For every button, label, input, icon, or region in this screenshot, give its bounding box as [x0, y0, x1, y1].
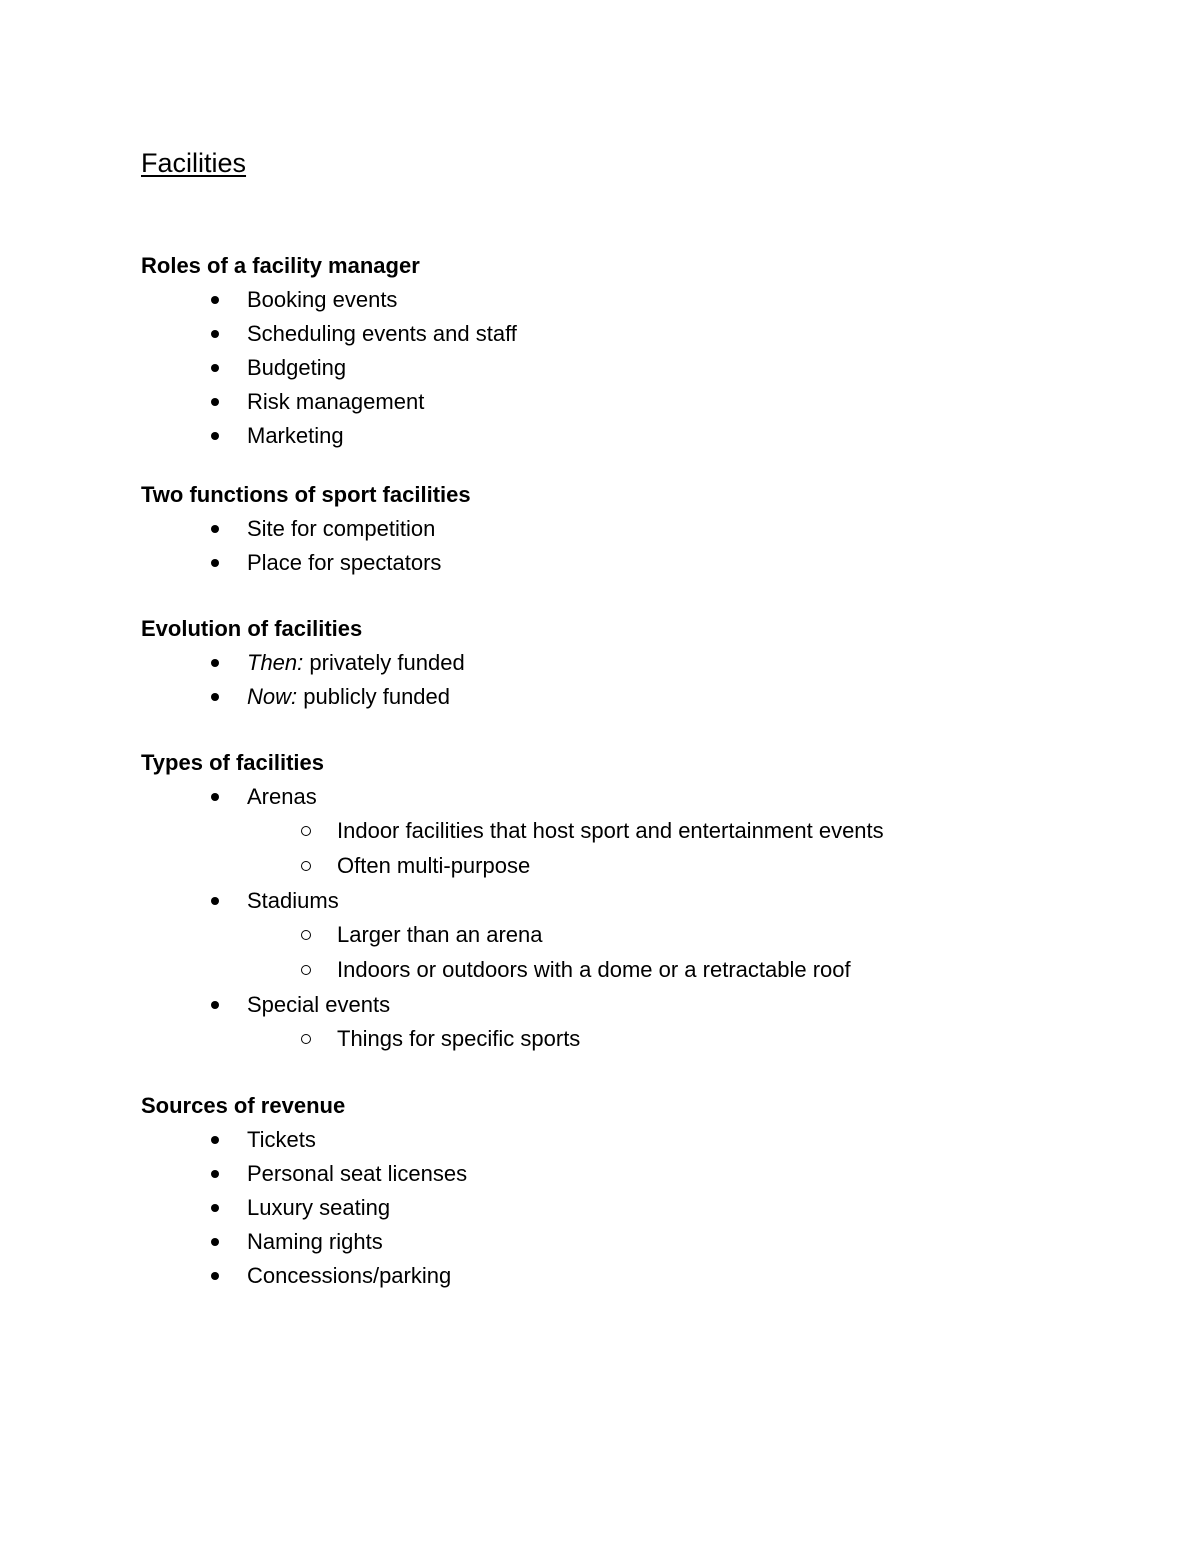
list-item-text: Booking events: [247, 287, 398, 312]
sub-list-item: [141, 814, 884, 849]
section-heading: Sources of revenue: [141, 1093, 346, 1118]
list-item-text: Stadiums: [247, 888, 339, 913]
list-item-text: Arenas: [247, 784, 317, 809]
circle-bullet-icon: [301, 861, 311, 871]
document-title: Facilities: [141, 148, 247, 178]
bullet-icon: [211, 432, 219, 440]
circle-bullet-icon: [301, 826, 311, 836]
list-item-text: Luxury seating: [247, 1195, 391, 1220]
bullet-icon: [211, 1136, 219, 1144]
sub-list-item-text: Things for specific sports: [337, 1026, 581, 1051]
list-item: [141, 1259, 467, 1293]
bullet-icon: [211, 330, 219, 338]
list-item-text: Special events: [247, 992, 391, 1017]
section-types: [141, 746, 884, 1057]
sub-list-item-text: Larger than an arena: [337, 922, 543, 947]
circle-bullet-icon: [301, 930, 311, 940]
bullet-icon: [211, 364, 219, 372]
bullet-icon: [211, 1170, 219, 1178]
list-item: [141, 988, 884, 1022]
list-item-text: Budgeting: [247, 355, 347, 380]
list-item: [141, 512, 471, 546]
section-heading: Roles of a facility manager: [141, 253, 420, 278]
bullet-icon: [211, 525, 219, 533]
list-item-emphasis: Now:: [247, 684, 298, 709]
sub-list-item-text: Indoors or outdoors with a dome or a retractable roof: [337, 957, 851, 982]
bullet-icon: [211, 1001, 219, 1009]
list-item: [141, 1157, 467, 1191]
sub-list-item-text: Often multi-purpose: [337, 853, 531, 878]
sub-list-item-text: Indoor facilities that host sport and entertainment events: [337, 818, 884, 843]
section-evolution: [141, 612, 465, 714]
list-item-text: Concessions/parking: [247, 1263, 452, 1288]
list-item: [141, 317, 517, 351]
circle-bullet-icon: [301, 965, 311, 975]
list-item: [141, 680, 465, 714]
circle-bullet-icon: [301, 1034, 311, 1044]
list-item-text: Marketing: [247, 423, 344, 448]
bullet-icon: [211, 897, 219, 905]
list-item: [141, 351, 517, 385]
sub-list-item: [141, 1022, 884, 1057]
list-item-emphasis: Then:: [247, 650, 304, 675]
list-item-text: Site for competition: [247, 516, 436, 541]
list-item: [141, 1191, 467, 1225]
bullet-icon: [211, 559, 219, 567]
bullet-icon: [211, 693, 219, 701]
list-item-text: publicly funded: [297, 684, 451, 709]
bullet-icon: [211, 398, 219, 406]
bullet-icon: [211, 659, 219, 667]
sub-list-item: [141, 918, 884, 953]
sub-list-item: [141, 953, 884, 988]
list-item: [141, 546, 471, 580]
list-item: [141, 1225, 467, 1259]
bullet-icon: [211, 1238, 219, 1246]
list-item: [141, 419, 517, 453]
sub-list-item: [141, 849, 884, 884]
list-item-text: privately funded: [303, 650, 465, 675]
section-heading: Two functions of sport facilities: [141, 482, 471, 507]
list-item: [141, 780, 884, 814]
section-roles: [141, 249, 517, 453]
section-functions: [141, 478, 471, 580]
list-item-text: Naming rights: [247, 1229, 383, 1254]
list-item-text: Scheduling events and staff: [247, 321, 517, 346]
list-item-text: Tickets: [247, 1127, 316, 1152]
list-item-text: Risk management: [247, 389, 425, 414]
list-item: [141, 884, 884, 918]
section-revenue: [141, 1089, 467, 1293]
list-item: [141, 385, 517, 419]
list-item: [141, 283, 517, 317]
bullet-icon: [211, 1204, 219, 1212]
section-heading: Evolution of facilities: [141, 616, 363, 641]
bullet-icon: [211, 1272, 219, 1280]
list-item-text: Place for spectators: [247, 550, 442, 575]
bullet-icon: [211, 793, 219, 801]
section-heading: Types of facilities: [141, 750, 324, 775]
list-item: [141, 1123, 467, 1157]
list-item-text: Personal seat licenses: [247, 1161, 468, 1186]
bullet-icon: [211, 296, 219, 304]
list-item: [141, 646, 465, 680]
